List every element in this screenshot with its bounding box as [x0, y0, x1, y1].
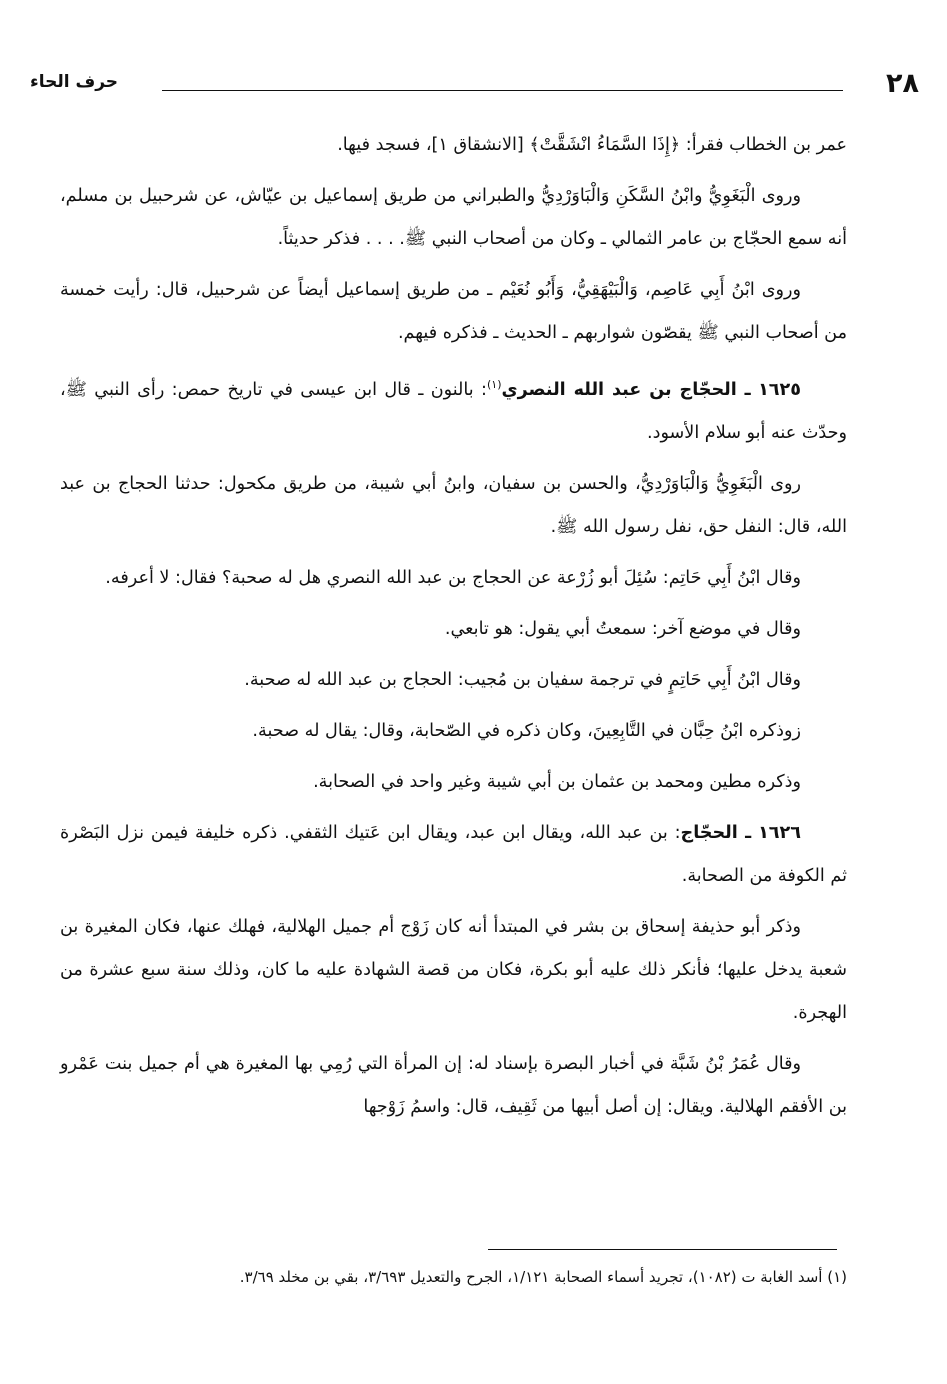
footnote: (١) أسد الغابة ت (١٠٨٢)، تجريد أسماء الصحابة ١/١٢١، الجرح والتعديل ٣/٦٩٣، بقي بن مخلد ٣/٦٩.: [239, 1268, 847, 1286]
paragraph: وروى الْبَغَوِيُّ وابْنُ السَّكَنِ وَالْبَاوَرْدِيُّ والطبراني من طريق إسماعيل بن عيّاش، عن شرحبيل بن مسلم، أنه سمع الحجّاج بن عامر الثمالي ـ وكان من أصحاب النبي ﷺ. . . . فذكر حديثاً.: [60, 186, 847, 249]
paragraph: عمر بن الخطاب فقرأ: ﴿إِذَا السَّمَاءُ انْشَقَّتْ﴾ [الانشقاق ١]، فسجد فيها.: [337, 135, 847, 155]
paragraph: روى الْبَغَوِيُّ وَالْبَاوَرْدِيُّ، والحسن بن سفيان، وابنُ أبي شيبة، من طريق مكحول: حدثنا الحجاج بن عبد الله، قال: النفل حق، نفل رسول الله ﷺ.: [60, 473, 847, 537]
entry-number: ١٦٢٥: [758, 379, 802, 400]
chapter-title: حرف الحاء: [30, 72, 119, 92]
paragraph: وذكره مطين ومحمد بن عثمان بن أبي شيبة وغير واحد في الصحابة.: [313, 771, 801, 792]
entry-text: : بالنون ـ قال ابن عيسى في تاريخ حمص: رأى النبي ﷺ، وحدّث عنه أبو سلام الأسود.: [60, 379, 847, 443]
page-number: ٢٨: [886, 68, 919, 99]
paragraph: وروى ابْنُ أَبِي عَاصِم، وَالْبَيْهَقِيُّ، وَأَبُو نُعَيْم ـ من طريق إسماعيل أيضاً عن شرحبيل، قال: رأيت خمسة من أصحاب النبي ﷺ يقصّون شواربهم ـ الحديث ـ فذكره فيهم.: [60, 280, 847, 343]
entry-text: : بن عبد الله، ويقال ابن عبد، ويقال ابن عَتيك الثقفي. ذكره خليفة فيمن نزل البَصْرة ثم الكوفة من الصحابة.: [60, 822, 847, 886]
entry-name: ـ الحجّاج: [680, 822, 752, 843]
entry-number: ١٦٢٦: [758, 822, 802, 843]
entry-name: ـ الحجّاج بن عبد الله النصري: [501, 379, 751, 400]
main-text: [60, 124, 847, 1137]
paragraph: زوذكره ابْنُ حِبَّان في التَّابِعِينَ، وكان ذكره في الصّحابة، وقال: يقال له صحبة.: [252, 720, 801, 741]
biography-entry: [60, 363, 847, 455]
paragraph: وقال ابْنُ أَبِي حَاتِم: سُئِلَ أبو زُرْعة عن الحجاج بن عبد الله النصري هل له صحبة؟ فقال: لا أعرفه.: [105, 567, 801, 588]
footnote-marker[interactable]: (١): [486, 378, 502, 391]
page-header: [30, 62, 919, 102]
paragraph: وقال ابْنُ أَبِي حَاتِمٍ في ترجمة سفيان بن مُجيب: الحجاج بن عبد الله له صحبة.: [244, 669, 801, 690]
biography-entry: [60, 812, 847, 898]
paragraph: وقال في موضع آخر: سمعتُ أبي يقول: هو تابعي.: [444, 618, 801, 639]
paragraph: وقال عُمَرُ بْنُ شَبَّة في أخبار البصرة بإسناد له: إن المرأة التي رُمِي بها المغيرة هي أم جميل بنت عَمْرو بن الأفقم الهلالية. ويقال: إن أصل أبيها من ثَقِيف، قال: واسمُ زَوْجها: [60, 1053, 847, 1117]
header-rule: [162, 90, 843, 91]
footnotes: [60, 1262, 847, 1292]
paragraph: وذكر أبو حذيفة إسحاق بن بشر في المبتدأ أنه كان زَوْج أم جميل الهلالية، فهلك عنها، فكان المغيرة بن شعبة يدخل عليها؛ فأنكر ذلك عليه أبو بكرة، فكان من قصة الشهادة عليه ما كان، وذلك سنة سبع عشرة من الهجرة.: [60, 916, 847, 1023]
footnote-separator: [488, 1249, 837, 1250]
